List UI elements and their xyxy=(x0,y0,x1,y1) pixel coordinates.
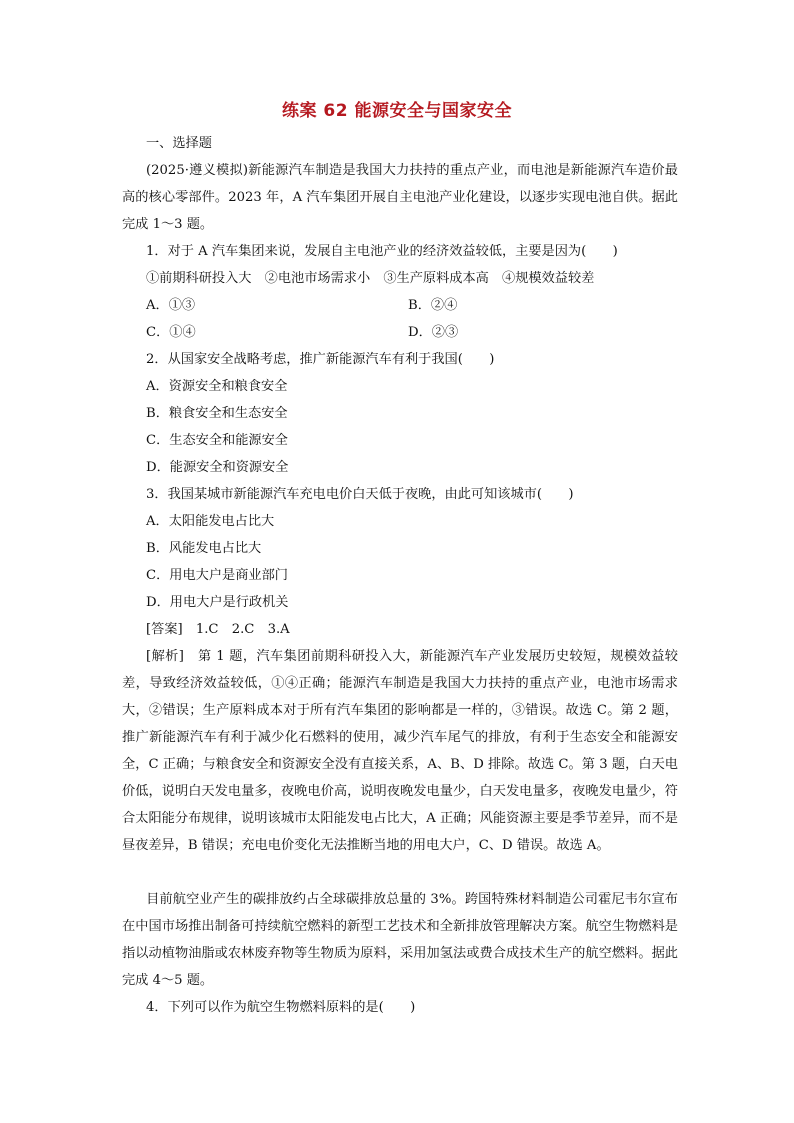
question-3-option-c: C．用电大户是商业部门 xyxy=(146,568,288,583)
question-3-option-d: D．用电大户是行政机关 xyxy=(146,595,289,610)
option-a: A．①③ xyxy=(146,298,196,313)
question-4-stem: 4．下列可以作为航空生物燃料原料的是( ) xyxy=(146,1000,416,1015)
question-2-option-b: B．粮食安全和生态安全 xyxy=(146,406,288,421)
intro-paragraph-2 xyxy=(122,886,678,994)
question-1-stem: 1．对于 A 汽车集团来说，发展自主电池产业的经济效益较低，主要是因为( ) xyxy=(146,244,618,259)
section-heading: 一、选择题 xyxy=(146,136,212,151)
option-c: C．①④ xyxy=(146,325,196,340)
question-1-options-row-1 xyxy=(146,292,666,319)
question-2-option-a: A．资源安全和粮食安全 xyxy=(146,379,288,394)
page-title: 练案 62 能源安全与国家安全 xyxy=(282,101,512,121)
question-3-option-a: A．太阳能发电占比大 xyxy=(146,514,275,529)
answer-line: [答案] 1.C 2.C 3.A xyxy=(146,622,290,637)
intro-paragraph-1 xyxy=(122,157,678,238)
analysis-text: [解析] 第 1 题，汽车集团前期科研投入大，新能源汽车产业发展历史较短，规模效益较差，导致经济效益较低，①④正确；能源汽车制造是我国大力扶持的重点产业，电池市场需求大，②错误；生产原料成本对于所有汽车集团的影响都是一样的，③错误。故选 C。第 2 题，推广新能源汽车有利于减少化石燃料的使用，减少汽车尾气的排放，有利于生态安全和能源安全，C 正确；与粮食安全和资源安全没有直接关系，A、B、D 排除。故选 C。第 3 题，白天电价低，说明白天发电量多，夜晚电价高，说明夜晚发电量少，白天发电量多，夜晚发电量少，符合太阳能分布规律，说明该城市太阳能发电占比大，A 正确；风能资源主要是季节差异，而不是昼夜差异，B 错误；充电电价变化无法推断当地的用电大户，C、D 错误。故选 A。 xyxy=(122,649,678,853)
question-3-option-b: B．风能发电占比大 xyxy=(146,541,262,556)
option-b: B．②④ xyxy=(408,298,458,313)
analysis-paragraph xyxy=(122,643,678,859)
question-3-stem: 3．我国某城市新能源汽车充电电价白天低于夜晚，由此可知该城市( ) xyxy=(146,487,574,502)
question-2-option-d: D．能源安全和资源安全 xyxy=(146,460,289,475)
intro-text-1: (2025·遵义模拟)新能源汽车制造是我国大力扶持的重点产业，而电池是新能源汽车造价最高的核心零部件。2023 年，A 汽车集团开展自主电池产业化建设，以逐步实现电池自供。据此完成 1～3 题。 xyxy=(122,163,678,232)
question-1-options-row-2 xyxy=(146,319,666,346)
question-2-option-c: C．生态安全和能源安全 xyxy=(146,433,288,448)
question-2-stem: 2．从国家安全战略考虑，推广新能源汽车有利于我国( ) xyxy=(146,352,495,367)
intro-text-2: 目前航空业产生的碳排放约占全球碳排放总量的 3%。跨国特殊材料制造公司霍尼韦尔宣布在中国市场推出制备可持续航空燃料的新型工艺技术和全新排放管理解决方案。航空生物燃料是指以动植物油脂或农林废弃物等生物质为原料，采用加氢法或费合成技术生产的航空燃料。据此完成 4～5 题。 xyxy=(122,892,678,988)
option-d: D．②③ xyxy=(408,325,459,340)
question-1-items: ①前期科研投入大 ②电池市场需求小 ③生产原料成本高 ④规模效益较差 xyxy=(146,271,595,286)
